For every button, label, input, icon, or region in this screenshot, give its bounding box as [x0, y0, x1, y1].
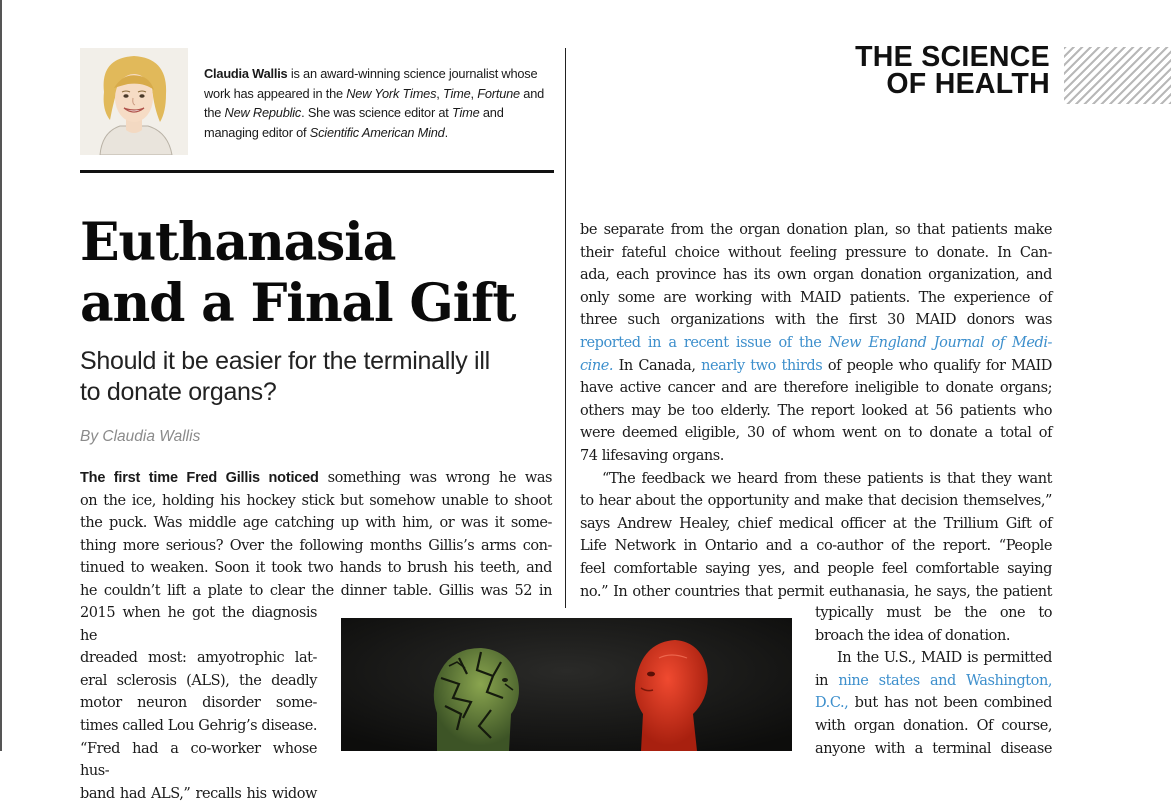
- body-text: in: [815, 672, 839, 689]
- body-line: others may be too elderly. The report looked at 56 patients who: [580, 402, 1052, 419]
- body-line: motor neuron disorder some-: [80, 695, 317, 712]
- body-text: something was wrong he was: [318, 470, 552, 486]
- column-divider: [565, 48, 566, 608]
- lead-in: The first time Fred Gillis noticed: [80, 470, 319, 486]
- body-line: [80, 467, 552, 490]
- body-line: have active cancer and are therefore ineligible to donate organs;: [580, 380, 1052, 397]
- headline-line: Euthanasia: [80, 212, 396, 273]
- publication-name: New Republic: [224, 105, 302, 120]
- body-line: three such organizations with the first 30 MAID donors was: [580, 312, 1052, 329]
- section-title: [855, 41, 1050, 100]
- body-line: band had ALS,” recalls his widow: [80, 785, 317, 802]
- body-line: feel comfortable saying yes, and people feel comfortable saying: [580, 560, 1052, 577]
- nine-states-link[interactable]: D.C.,: [815, 695, 849, 712]
- section-title-line: THE SCIENCE: [855, 41, 1050, 73]
- author-bio-text: ,: [470, 85, 478, 101]
- author-name: Claudia Wallis: [204, 66, 288, 81]
- body-line: with organ donation. Of course,: [815, 717, 1052, 734]
- body-line: ada, each province has its own organ donation organization, and: [580, 267, 1052, 284]
- body-line: “The feedback we heard from these patients is that they want: [602, 470, 1052, 487]
- body-line: 2015 when he got the diagnosis he: [80, 605, 317, 644]
- body-line: he couldn’t lift a plate to clear the dinner table. Gillis was 52 in: [80, 582, 552, 599]
- two-thirds-link[interactable]: nearly two thirds: [701, 357, 823, 374]
- body-line: [580, 332, 1052, 355]
- body-line: eral sclerosis (ALS), the deadly: [80, 672, 317, 689]
- journal-article-link[interactable]: reported in a recent issue of the: [580, 334, 829, 351]
- article-column-left-wrap: [80, 602, 317, 805]
- body-line: only some are working with MAID patients. The experience of: [580, 289, 1052, 306]
- body-line: tinued to weaken. Soon it took two hands to brush his teeth, and: [80, 560, 552, 577]
- body-text: but has not been combined: [848, 695, 1052, 712]
- publication-name: Time: [452, 105, 480, 120]
- body-line: [815, 670, 1052, 693]
- body-line: Life Network in Ontario and a co-author of the report. “People: [580, 538, 1052, 555]
- headline-line: and a Final Gift: [80, 273, 516, 334]
- body-line: [815, 692, 1052, 715]
- body-line: on the ice, holding his hockey stick but somehow unable to shoot: [80, 492, 552, 509]
- section-hatch-decoration: [1064, 47, 1171, 104]
- subheadline-line: Should it be easier for the terminally ill: [80, 347, 490, 375]
- byline: By Claudia Wallis: [80, 428, 201, 445]
- author-bio-text: and managing editor of: [204, 105, 504, 140]
- body-line: to hear about the opportunity and make that decision themselves,”: [580, 493, 1052, 510]
- subheadline-line: to donate organs?: [80, 378, 277, 406]
- body-line: says Andrew Healey, chief medical officer at the Trillium Gift of: [580, 515, 1052, 532]
- article-illustration: [341, 618, 792, 751]
- body-text: In Canada,: [613, 357, 702, 374]
- author-bio-text: .: [444, 124, 448, 140]
- article-headline: [80, 212, 560, 334]
- body-line: “Fred had a co-worker whose hus-: [80, 740, 317, 780]
- body-line: In the U.S., MAID is permitted: [837, 650, 1052, 667]
- green-figure: [434, 648, 519, 751]
- article-column-left: [80, 467, 552, 603]
- body-line: were deemed eligible, 30 of whom went on to donate a total of: [580, 425, 1052, 442]
- body-line: anyone with a terminal disease: [815, 740, 1052, 757]
- nine-states-link[interactable]: nine states and Washington,: [838, 672, 1052, 689]
- body-line: the puck. Was middle age catching up with him, or was it some-: [80, 515, 552, 532]
- publication-name: New York Times: [346, 85, 437, 101]
- section-title-line: OF HEALTH: [886, 68, 1050, 100]
- body-line: dreaded most: amyotrophic lat-: [80, 650, 317, 667]
- article-column-right-wrap: [815, 602, 1052, 760]
- two-figures-illustration: [341, 618, 792, 751]
- author-bio-text: and the: [204, 85, 545, 120]
- body-line: no.” In other countries that permit euthanasia, he says, the patient: [580, 583, 1052, 600]
- body-line: thing more serious? Over the following months Gillis’s arms con-: [80, 537, 552, 554]
- page-edge: [0, 0, 2, 751]
- author-bio-text: . She was science editor at: [301, 105, 452, 120]
- body-line: 74 lifesaving organs.: [580, 447, 724, 464]
- publication-name: Scientific American Mind: [309, 124, 445, 140]
- journal-article-link[interactable]: New England Journal of Medi-: [828, 334, 1052, 351]
- author-bio-text: ,: [436, 85, 443, 101]
- body-line: their fateful choice without feeling pressure to donate. In Can-: [580, 244, 1052, 261]
- article-column-right: [580, 219, 1052, 603]
- article-subheadline: [80, 346, 560, 408]
- author-bio: [204, 64, 556, 142]
- body-line: [580, 355, 1052, 378]
- body-line: be separate from the organ donation plan, so that patients make: [580, 222, 1052, 238]
- author-portrait: [80, 48, 188, 155]
- body-text: of people who qualify for MAID: [822, 357, 1052, 374]
- author-bio-text: is an award-winning science journalist whose work has appeared in the: [204, 66, 538, 101]
- journal-article-link[interactable]: cine.: [580, 357, 614, 374]
- publication-name: Fortune: [477, 85, 520, 101]
- body-line: broach the idea of donation.: [815, 627, 1011, 644]
- author-portrait-drawing: [80, 48, 188, 155]
- body-line: typically must be the one to: [815, 605, 1052, 621]
- publication-name: Time: [443, 85, 471, 101]
- body-line: times called Lou Gehrig’s disease.: [80, 717, 317, 734]
- author-divider-rule: [80, 170, 554, 173]
